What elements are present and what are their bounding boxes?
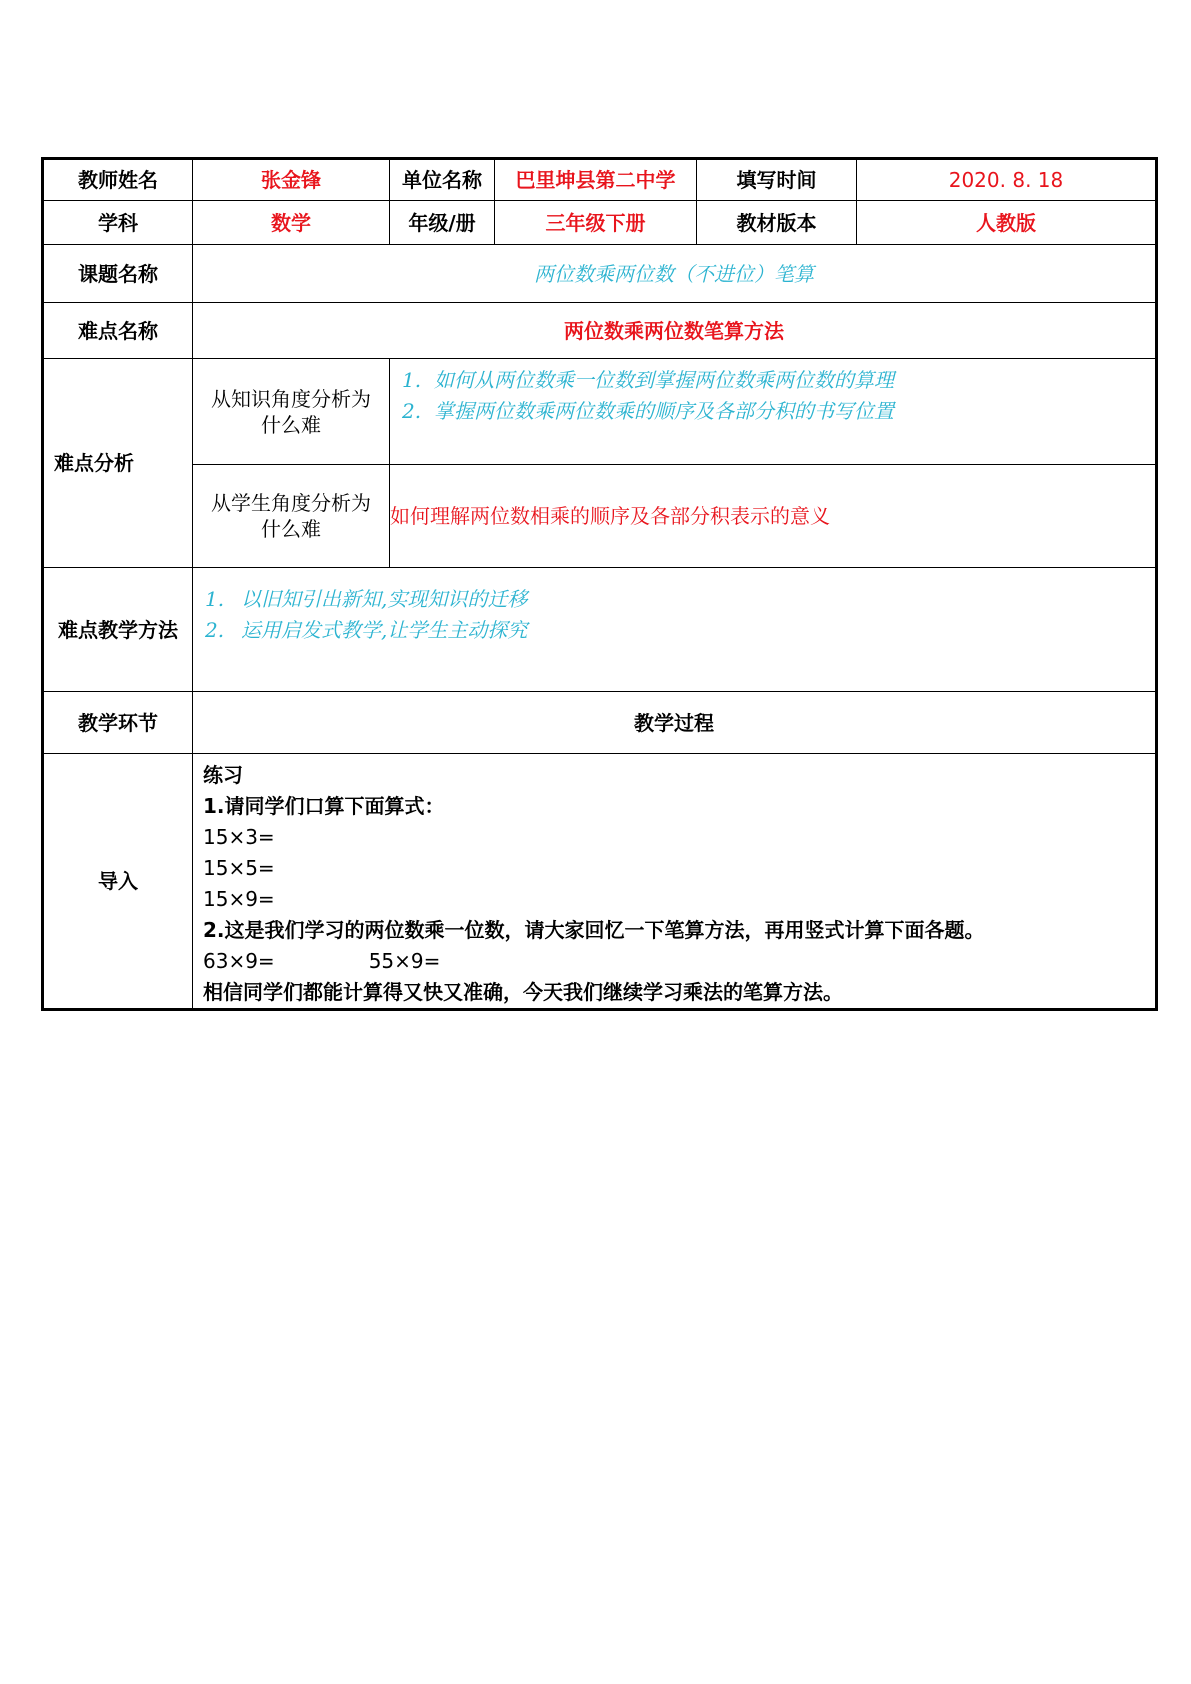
intro-content — [193, 754, 1157, 1010]
intro-line: 15×9= — [203, 887, 275, 911]
subject-value: 数学 — [193, 201, 390, 245]
knowledge-content — [390, 359, 1157, 465]
teacher-label: 教师姓名 — [43, 159, 193, 201]
header-row-2 — [43, 201, 1157, 245]
grade-label: 年级/册 — [390, 201, 495, 245]
process-header-row — [43, 692, 1157, 754]
stage-label: 教学环节 — [43, 692, 193, 754]
analysis-knowledge-row — [43, 359, 1157, 465]
intro-label: 导入 — [43, 754, 193, 1010]
teacher-value: 张金锋 — [193, 159, 390, 201]
analysis-label: 难点分析 — [43, 359, 193, 568]
topic-label: 课题名称 — [43, 245, 193, 303]
student-label — [193, 465, 390, 568]
topic-value: 两位数乘两位数（不进位）笔算 — [193, 245, 1157, 303]
subject-label: 学科 — [43, 201, 193, 245]
list-item: 2. 掌握两位数乘两位数乘的顺序及各部分积的书写位置 — [402, 399, 894, 423]
calc-a: 63×9= — [203, 949, 275, 973]
unit-value: 巴里坤县第二中学 — [495, 159, 697, 201]
intro-line: 练习 — [203, 763, 243, 787]
intro-line: 15×3= — [203, 825, 275, 849]
list-item: 1. 如何从两位数乘一位数到掌握两位数乘两位数的算理 — [402, 368, 894, 392]
knowledge-label-line-1: 从知识角度分析为 — [211, 386, 371, 411]
lesson-plan-table — [41, 157, 1158, 1011]
date-label: 填写时间 — [697, 159, 857, 201]
difficulty-label: 难点名称 — [43, 303, 193, 359]
edition-label: 教材版本 — [697, 201, 857, 245]
list-item: 1. 以旧知引出新知,实现知识的迁移 — [205, 587, 528, 611]
difficulty-row — [43, 303, 1157, 359]
knowledge-label — [193, 359, 390, 465]
header-row-1 — [43, 159, 1157, 201]
intro-closing: 相信同学们都能计算得又快又准确，今天我们继续学习乘法的笔算方法。 — [203, 980, 843, 1004]
topic-row — [43, 245, 1157, 303]
student-label-line-2: 什么难 — [261, 517, 321, 541]
intro-line: 15×5= — [203, 856, 275, 880]
method-label: 难点教学方法 — [43, 568, 193, 692]
intro-line: 1.请同学们口算下面算式： — [203, 794, 445, 818]
method-row — [43, 568, 1157, 692]
edition-value: 人教版 — [857, 201, 1157, 245]
grade-value: 三年级下册 — [495, 201, 697, 245]
intro-row — [43, 754, 1157, 1010]
process-label: 教学过程 — [193, 692, 1157, 754]
intro-calc-line — [203, 946, 1145, 977]
list-item: 2. 运用启发式教学,让学生主动探究 — [205, 618, 528, 642]
unit-label: 单位名称 — [390, 159, 495, 201]
student-content: 如何理解两位数相乘的顺序及各部分积表示的意义 — [390, 465, 1157, 568]
intro-line: 2.这是我们学习的两位数乘一位数，请大家回忆一下笔算方法，再用竖式计算下面各题。 — [203, 918, 985, 942]
student-label-line-1: 从学生角度分析为 — [211, 491, 371, 515]
knowledge-list — [390, 359, 1155, 427]
analysis-student-row — [43, 465, 1157, 568]
knowledge-label-line-2: 什么难 — [261, 412, 321, 437]
method-content — [193, 568, 1157, 692]
difficulty-value: 两位数乘两位数笔算方法 — [193, 303, 1157, 359]
date-value: 2020. 8. 18 — [857, 159, 1157, 201]
calc-b: 55×9= — [368, 949, 441, 973]
method-list — [193, 584, 1155, 646]
